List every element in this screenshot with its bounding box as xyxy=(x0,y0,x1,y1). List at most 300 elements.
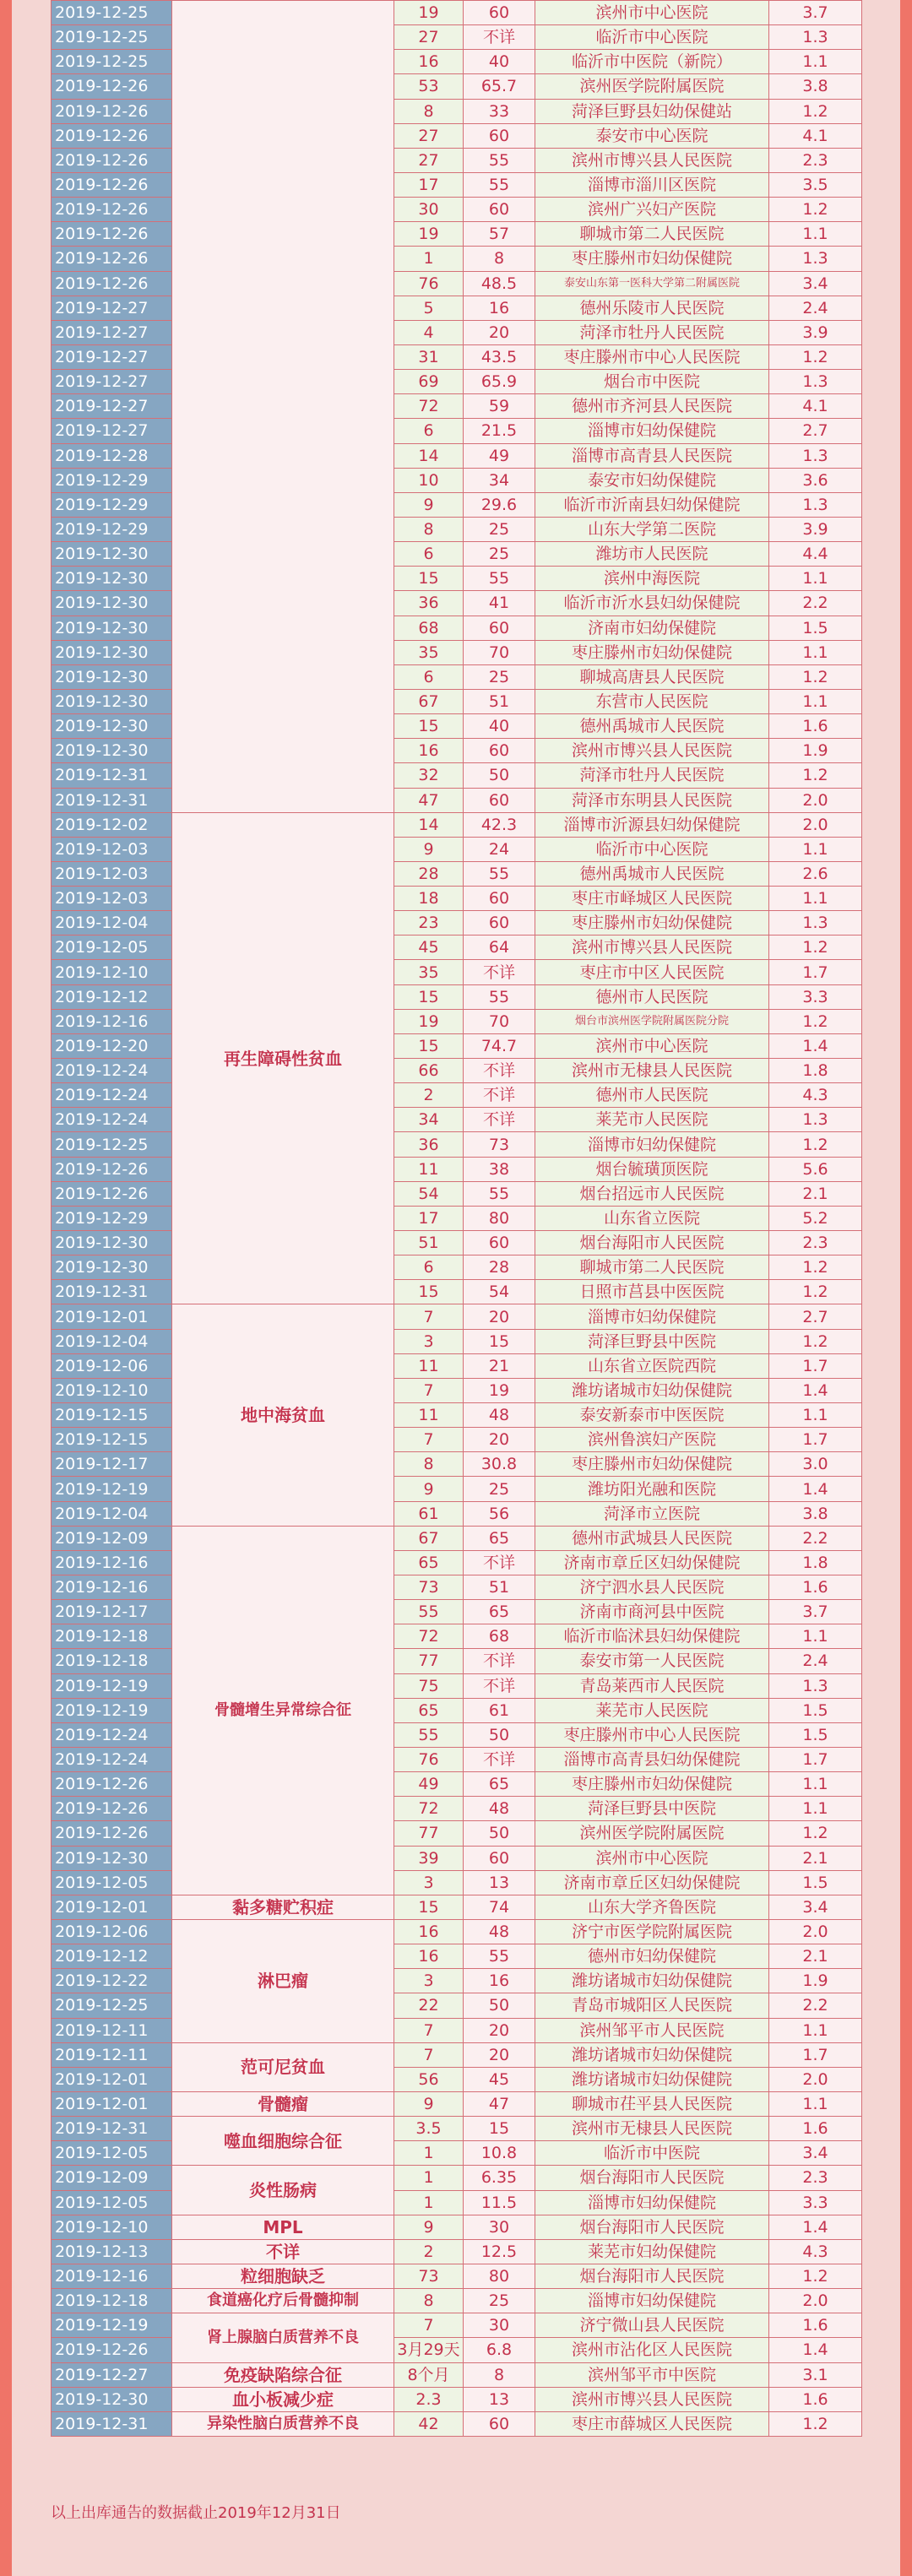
age-cell: 27 xyxy=(394,148,464,172)
weight-cell: 33 xyxy=(464,99,535,123)
weight-cell: 25 xyxy=(464,664,535,689)
weight-cell: 60 xyxy=(464,739,535,763)
value-cell: 3.7 xyxy=(769,1600,862,1624)
age-cell: 72 xyxy=(394,1624,464,1649)
age-cell: 4 xyxy=(394,320,464,344)
value-cell: 1.1 xyxy=(769,50,862,74)
weight-cell: 13 xyxy=(464,2387,535,2411)
value-cell: 1.3 xyxy=(769,492,862,517)
weight-cell: 不详 xyxy=(464,1550,535,1575)
date-cell: 2019-12-03 xyxy=(52,861,172,886)
age-cell: 3 xyxy=(394,1329,464,1353)
hospital-cell: 德州市妇幼保健院 xyxy=(535,1944,769,1969)
value-cell: 3.7 xyxy=(769,1,862,25)
age-cell: 7 xyxy=(394,2018,464,2042)
table-body xyxy=(52,1,862,2437)
age-cell: 6 xyxy=(394,1255,464,1280)
date-cell: 2019-12-27 xyxy=(52,394,172,419)
age-cell: 67 xyxy=(394,1526,464,1550)
value-cell: 3.0 xyxy=(769,1452,862,1477)
disease-cell: 骨髓瘤 xyxy=(172,2091,394,2116)
date-cell: 2019-12-30 xyxy=(52,739,172,763)
date-cell: 2019-12-17 xyxy=(52,1600,172,1624)
value-cell: 3.9 xyxy=(769,320,862,344)
value-cell: 1.1 xyxy=(769,1797,862,1821)
hospital-cell: 枣庄滕州市妇幼保健院 xyxy=(535,247,769,271)
weight-cell: 55 xyxy=(464,1944,535,1969)
age-cell: 8 xyxy=(394,2289,464,2313)
date-cell: 2019-12-26 xyxy=(52,2338,172,2362)
date-cell: 2019-12-25 xyxy=(52,1132,172,1157)
weight-cell: 21.5 xyxy=(464,419,535,443)
age-cell: 47 xyxy=(394,788,464,812)
age-cell: 76 xyxy=(394,1747,464,1771)
weight-cell: 60 xyxy=(464,123,535,148)
age-cell: 15 xyxy=(394,714,464,739)
value-cell: 1.7 xyxy=(769,1353,862,1378)
hospital-cell: 滨州医学院附属医院 xyxy=(535,74,769,99)
value-cell: 3.3 xyxy=(769,984,862,1009)
age-cell: 27 xyxy=(394,123,464,148)
date-cell: 2019-12-29 xyxy=(52,517,172,541)
value-cell: 4.3 xyxy=(769,2239,862,2264)
age-cell: 16 xyxy=(394,1919,464,1944)
date-cell: 2019-12-30 xyxy=(52,1846,172,1870)
hospital-cell: 枣庄滕州市妇幼保健院 xyxy=(535,911,769,935)
date-cell: 2019-12-26 xyxy=(52,123,172,148)
table-row xyxy=(52,1526,862,1550)
hospital-cell: 淄博市沂源县妇幼保健院 xyxy=(535,812,769,837)
value-cell: 3.9 xyxy=(769,517,862,541)
value-cell: 4.4 xyxy=(769,542,862,567)
weight-cell: 25 xyxy=(464,2289,535,2313)
hospital-cell: 烟台市中医院 xyxy=(535,370,769,394)
value-cell: 3.6 xyxy=(769,468,862,492)
weight-cell: 11.5 xyxy=(464,2190,535,2215)
weight-cell: 50 xyxy=(464,1993,535,2018)
hospital-cell: 德州禹城市人民医院 xyxy=(535,861,769,886)
hospital-cell: 济宁市医学院附属医院 xyxy=(535,1919,769,1944)
age-cell: 66 xyxy=(394,1059,464,1083)
weight-cell: 50 xyxy=(464,1821,535,1846)
value-cell: 1.1 xyxy=(769,567,862,591)
table-row xyxy=(52,812,862,837)
date-cell: 2019-12-30 xyxy=(52,1255,172,1280)
disease-cell: 再生障碍性贫血 xyxy=(172,812,394,1304)
date-cell: 2019-12-26 xyxy=(52,247,172,271)
hospital-cell: 潍坊诸城市妇幼保健院 xyxy=(535,1378,769,1402)
hospital-cell: 聊城市茌平县人民医院 xyxy=(535,2091,769,2116)
weight-cell: 21 xyxy=(464,1353,535,1378)
table-row xyxy=(52,2411,862,2436)
date-cell: 2019-12-24 xyxy=(52,1059,172,1083)
age-cell: 73 xyxy=(394,1575,464,1600)
date-cell: 2019-12-15 xyxy=(52,1428,172,1452)
disease-cell: 粒细胞缺乏 xyxy=(172,2264,394,2288)
date-cell: 2019-12-30 xyxy=(52,567,172,591)
hospital-cell: 烟台市滨州医学院附属医院分院 xyxy=(535,1009,769,1033)
date-cell: 2019-12-18 xyxy=(52,2289,172,2313)
value-cell: 2.4 xyxy=(769,296,862,320)
date-cell: 2019-12-27 xyxy=(52,2362,172,2387)
disease-cell: 食道癌化疗后骨髓抑制 xyxy=(172,2289,394,2313)
age-cell: 30 xyxy=(394,198,464,222)
value-cell: 1.3 xyxy=(769,911,862,935)
weight-cell: 6.8 xyxy=(464,2338,535,2362)
date-cell: 2019-12-22 xyxy=(52,1969,172,1993)
date-cell: 2019-12-13 xyxy=(52,2239,172,2264)
value-cell: 2.7 xyxy=(769,419,862,443)
hospital-cell: 滨州市博兴县人民医院 xyxy=(535,935,769,960)
age-cell: 45 xyxy=(394,935,464,960)
hospital-cell: 济南市妇幼保健院 xyxy=(535,616,769,640)
age-cell: 2.3 xyxy=(394,2387,464,2411)
hospital-cell: 烟台海阳市人民医院 xyxy=(535,2264,769,2288)
value-cell: 2.1 xyxy=(769,1181,862,1206)
weight-cell: 30 xyxy=(464,2215,535,2239)
date-cell: 2019-12-31 xyxy=(52,788,172,812)
weight-cell: 59 xyxy=(464,394,535,419)
hospital-cell: 泰安市第一人民医院 xyxy=(535,1649,769,1673)
age-cell: 27 xyxy=(394,25,464,50)
hospital-cell: 临沂市沂南县妇幼保健院 xyxy=(535,492,769,517)
weight-cell: 25 xyxy=(464,1477,535,1501)
age-cell: 65 xyxy=(394,1550,464,1575)
weight-cell: 16 xyxy=(464,296,535,320)
weight-cell: 55 xyxy=(464,567,535,591)
date-cell: 2019-12-26 xyxy=(52,74,172,99)
value-cell: 1.2 xyxy=(769,344,862,369)
date-cell: 2019-12-11 xyxy=(52,2042,172,2067)
footer-note: 以上出库通告的数据截止2019年12月31日 xyxy=(51,2504,341,2522)
table-row xyxy=(52,1919,862,1944)
date-cell: 2019-12-25 xyxy=(52,1993,172,2018)
left-border-decoration xyxy=(0,0,12,2576)
age-cell: 6 xyxy=(394,664,464,689)
age-cell: 68 xyxy=(394,616,464,640)
weight-cell: 55 xyxy=(464,172,535,197)
value-cell: 1.6 xyxy=(769,714,862,739)
weight-cell: 50 xyxy=(464,763,535,788)
age-cell: 42 xyxy=(394,2411,464,2436)
value-cell: 3.4 xyxy=(769,1895,862,1919)
value-cell: 3.8 xyxy=(769,1501,862,1526)
date-cell: 2019-12-19 xyxy=(52,1698,172,1722)
hospital-cell: 滨州市中心医院 xyxy=(535,1,769,25)
date-cell: 2019-12-09 xyxy=(52,1526,172,1550)
value-cell: 1.3 xyxy=(769,1108,862,1132)
hospital-cell: 泰安山东第一医科大学第二附属医院 xyxy=(535,271,769,296)
date-cell: 2019-12-30 xyxy=(52,591,172,616)
weight-cell: 51 xyxy=(464,1575,535,1600)
donation-table xyxy=(51,0,862,2437)
hospital-cell: 滨州广兴妇产医院 xyxy=(535,198,769,222)
hospital-cell: 枣庄滕州市中心人民医院 xyxy=(535,344,769,369)
hospital-cell: 菏泽市牡丹人民医院 xyxy=(535,320,769,344)
age-cell: 3.5 xyxy=(394,2117,464,2141)
weight-cell: 不详 xyxy=(464,1108,535,1132)
age-cell: 54 xyxy=(394,1181,464,1206)
weight-cell: 20 xyxy=(464,320,535,344)
age-cell: 7 xyxy=(394,2313,464,2338)
age-cell: 19 xyxy=(394,1009,464,1033)
hospital-cell: 菏泽巨野县中医院 xyxy=(535,1329,769,1353)
weight-cell: 30 xyxy=(464,2313,535,2338)
weight-cell: 65 xyxy=(464,1772,535,1797)
date-cell: 2019-12-19 xyxy=(52,1477,172,1501)
date-cell: 2019-12-24 xyxy=(52,1747,172,1771)
age-cell: 8 xyxy=(394,1452,464,1477)
hospital-cell: 菏泽市牡丹人民医院 xyxy=(535,763,769,788)
date-cell: 2019-12-26 xyxy=(52,271,172,296)
hospital-cell: 泰安市妇幼保健院 xyxy=(535,468,769,492)
date-cell: 2019-12-15 xyxy=(52,1403,172,1428)
weight-cell: 60 xyxy=(464,887,535,911)
hospital-cell: 山东大学齐鲁医院 xyxy=(535,1895,769,1919)
hospital-cell: 青岛市城阳区人民医院 xyxy=(535,1993,769,2018)
hospital-cell: 济宁微山县人民医院 xyxy=(535,2313,769,2338)
date-cell: 2019-12-10 xyxy=(52,1378,172,1402)
hospital-cell: 枣庄市中区人民医院 xyxy=(535,960,769,984)
hospital-cell: 聊城市第二人民医院 xyxy=(535,222,769,247)
table-row xyxy=(52,2166,862,2190)
weight-cell: 61 xyxy=(464,1698,535,1722)
weight-cell: 80 xyxy=(464,1206,535,1230)
hospital-cell: 枣庄滕州市妇幼保健院 xyxy=(535,1772,769,1797)
weight-cell: 74.7 xyxy=(464,1033,535,1058)
weight-cell: 10.8 xyxy=(464,2141,535,2166)
age-cell: 5 xyxy=(394,296,464,320)
date-cell: 2019-12-26 xyxy=(52,1797,172,1821)
hospital-cell: 青岛莱西市人民医院 xyxy=(535,1673,769,1698)
hospital-cell: 聊城市第二人民医院 xyxy=(535,1255,769,1280)
weight-cell: 60 xyxy=(464,788,535,812)
value-cell: 5.6 xyxy=(769,1157,862,1181)
value-cell: 3.4 xyxy=(769,2141,862,2166)
weight-cell: 24 xyxy=(464,837,535,861)
disease-cell: MPL xyxy=(172,2215,394,2239)
age-cell: 16 xyxy=(394,50,464,74)
date-cell: 2019-12-31 xyxy=(52,1280,172,1304)
weight-cell: 55 xyxy=(464,148,535,172)
value-cell: 1.2 xyxy=(769,763,862,788)
date-cell: 2019-12-10 xyxy=(52,2215,172,2239)
weight-cell: 13 xyxy=(464,1870,535,1895)
date-cell: 2019-12-04 xyxy=(52,1329,172,1353)
weight-cell: 42.3 xyxy=(464,812,535,837)
age-cell: 9 xyxy=(394,1477,464,1501)
disease-cell: 地中海贫血 xyxy=(172,1304,394,1526)
date-cell: 2019-12-11 xyxy=(52,2018,172,2042)
value-cell: 2.2 xyxy=(769,1993,862,2018)
age-cell: 18 xyxy=(394,887,464,911)
date-cell: 2019-12-05 xyxy=(52,935,172,960)
date-cell: 2019-12-12 xyxy=(52,984,172,1009)
hospital-cell: 临沂市中心医院 xyxy=(535,25,769,50)
value-cell: 1.2 xyxy=(769,1329,862,1353)
weight-cell: 60 xyxy=(464,1846,535,1870)
date-cell: 2019-12-31 xyxy=(52,2411,172,2436)
value-cell: 2.2 xyxy=(769,591,862,616)
hospital-cell: 临沂市中医院（新院） xyxy=(535,50,769,74)
hospital-cell: 滨州邹平市中医院 xyxy=(535,2362,769,2387)
date-cell: 2019-12-03 xyxy=(52,837,172,861)
age-cell: 8 xyxy=(394,99,464,123)
age-cell: 9 xyxy=(394,2215,464,2239)
value-cell: 1.2 xyxy=(769,1009,862,1033)
value-cell: 1.1 xyxy=(769,640,862,664)
hospital-cell: 枣庄市峄城区人民医院 xyxy=(535,887,769,911)
hospital-cell: 滨州市博兴县人民医院 xyxy=(535,148,769,172)
value-cell: 1.7 xyxy=(769,1428,862,1452)
date-cell: 2019-12-30 xyxy=(52,689,172,713)
disease-cell xyxy=(172,1,394,813)
date-cell: 2019-12-04 xyxy=(52,911,172,935)
value-cell: 4.1 xyxy=(769,123,862,148)
weight-cell: 48.5 xyxy=(464,271,535,296)
hospital-cell: 莱芜市人民医院 xyxy=(535,1108,769,1132)
value-cell: 1.1 xyxy=(769,1772,862,1797)
date-cell: 2019-12-05 xyxy=(52,1870,172,1895)
weight-cell: 30.8 xyxy=(464,1452,535,1477)
age-cell: 11 xyxy=(394,1353,464,1378)
hospital-cell: 滨州市中心医院 xyxy=(535,1033,769,1058)
hospital-cell: 德州禹城市人民医院 xyxy=(535,714,769,739)
weight-cell: 8 xyxy=(464,2362,535,2387)
age-cell: 19 xyxy=(394,222,464,247)
value-cell: 1.1 xyxy=(769,2018,862,2042)
weight-cell: 56 xyxy=(464,1501,535,1526)
weight-cell: 65 xyxy=(464,1600,535,1624)
date-cell: 2019-12-27 xyxy=(52,419,172,443)
value-cell: 1.4 xyxy=(769,1477,862,1501)
hospital-cell: 临沂市临沭县妇幼保健院 xyxy=(535,1624,769,1649)
date-cell: 2019-12-05 xyxy=(52,2190,172,2215)
disease-cell: 骨髓增生异常综合征 xyxy=(172,1526,394,1895)
weight-cell: 51 xyxy=(464,689,535,713)
weight-cell: 15 xyxy=(464,2117,535,2141)
hospital-cell: 淄博市妇幼保健院 xyxy=(535,2190,769,2215)
weight-cell: 不详 xyxy=(464,1083,535,1108)
age-cell: 14 xyxy=(394,812,464,837)
date-cell: 2019-12-30 xyxy=(52,616,172,640)
age-cell: 16 xyxy=(394,1944,464,1969)
date-cell: 2019-12-27 xyxy=(52,320,172,344)
hospital-cell: 潍坊诸城市妇幼保健院 xyxy=(535,2042,769,2067)
weight-cell: 20 xyxy=(464,2042,535,2067)
table-row xyxy=(52,2091,862,2116)
age-cell: 7 xyxy=(394,2042,464,2067)
value-cell: 1.5 xyxy=(769,1870,862,1895)
age-cell: 39 xyxy=(394,1846,464,1870)
hospital-cell: 泰安新泰市中医医院 xyxy=(535,1403,769,1428)
table-row xyxy=(52,2264,862,2288)
weight-cell: 74 xyxy=(464,1895,535,1919)
date-cell: 2019-12-16 xyxy=(52,1009,172,1033)
date-cell: 2019-12-16 xyxy=(52,1575,172,1600)
weight-cell: 40 xyxy=(464,714,535,739)
age-cell: 16 xyxy=(394,739,464,763)
age-cell: 9 xyxy=(394,837,464,861)
hospital-cell: 滨州市中心医院 xyxy=(535,1846,769,1870)
age-cell: 53 xyxy=(394,74,464,99)
table-row xyxy=(52,1,862,25)
disease-cell: 淋巴瘤 xyxy=(172,1919,394,2042)
value-cell: 4.3 xyxy=(769,1083,862,1108)
hospital-cell: 临沂市中心医院 xyxy=(535,837,769,861)
weight-cell: 20 xyxy=(464,1428,535,1452)
age-cell: 15 xyxy=(394,1280,464,1304)
value-cell: 1.1 xyxy=(769,837,862,861)
age-cell: 15 xyxy=(394,1895,464,1919)
date-cell: 2019-12-31 xyxy=(52,763,172,788)
disease-cell: 炎性肠病 xyxy=(172,2166,394,2215)
weight-cell: 55 xyxy=(464,984,535,1009)
weight-cell: 20 xyxy=(464,2018,535,2042)
weight-cell: 不详 xyxy=(464,1059,535,1083)
date-cell: 2019-12-28 xyxy=(52,443,172,468)
value-cell: 1.5 xyxy=(769,1722,862,1747)
value-cell: 2.6 xyxy=(769,861,862,886)
hospital-cell: 山东省立医院 xyxy=(535,1206,769,1230)
table-row xyxy=(52,2362,862,2387)
hospital-cell: 淄博市高青县妇幼保健院 xyxy=(535,1747,769,1771)
value-cell: 2.0 xyxy=(769,812,862,837)
value-cell: 2.3 xyxy=(769,1231,862,1255)
table-row xyxy=(52,2387,862,2411)
age-cell: 23 xyxy=(394,911,464,935)
hospital-cell: 聊城高唐县人民医院 xyxy=(535,664,769,689)
age-cell: 22 xyxy=(394,1993,464,2018)
date-cell: 2019-12-26 xyxy=(52,1772,172,1797)
hospital-cell: 临沂市沂水县妇幼保健院 xyxy=(535,591,769,616)
hospital-cell: 潍坊阳光融和医院 xyxy=(535,1477,769,1501)
value-cell: 4.1 xyxy=(769,394,862,419)
hospital-cell: 德州市齐河县人民医院 xyxy=(535,394,769,419)
hospital-cell: 滨州市无棣县人民医院 xyxy=(535,2117,769,2141)
hospital-cell: 济宁泗水县人民医院 xyxy=(535,1575,769,1600)
hospital-cell: 潍坊诸城市妇幼保健院 xyxy=(535,1969,769,1993)
value-cell: 1.6 xyxy=(769,2387,862,2411)
disease-cell: 范可尼贫血 xyxy=(172,2042,394,2091)
age-cell: 17 xyxy=(394,1206,464,1230)
date-cell: 2019-12-17 xyxy=(52,1452,172,1477)
value-cell: 1.3 xyxy=(769,247,862,271)
age-cell: 1 xyxy=(394,2190,464,2215)
weight-cell: 6.35 xyxy=(464,2166,535,2190)
weight-cell: 73 xyxy=(464,1132,535,1157)
weight-cell: 60 xyxy=(464,1231,535,1255)
age-cell: 34 xyxy=(394,1108,464,1132)
age-cell: 77 xyxy=(394,1649,464,1673)
value-cell: 1.2 xyxy=(769,1821,862,1846)
value-cell: 1.6 xyxy=(769,2313,862,2338)
hospital-cell: 淄博市高青县人民医院 xyxy=(535,443,769,468)
hospital-cell: 济南市章丘区妇幼保健院 xyxy=(535,1870,769,1895)
hospital-cell: 潍坊诸城市妇幼保健院 xyxy=(535,2067,769,2091)
weight-cell: 38 xyxy=(464,1157,535,1181)
weight-cell: 55 xyxy=(464,861,535,886)
value-cell: 2.0 xyxy=(769,1919,862,1944)
weight-cell: 60 xyxy=(464,1,535,25)
age-cell: 77 xyxy=(394,1821,464,1846)
weight-cell: 8 xyxy=(464,247,535,271)
date-cell: 2019-12-01 xyxy=(52,2091,172,2116)
hospital-cell: 烟台招远市人民医院 xyxy=(535,1181,769,1206)
value-cell: 1.1 xyxy=(769,222,862,247)
age-cell: 8个月 xyxy=(394,2362,464,2387)
weight-cell: 55 xyxy=(464,1181,535,1206)
